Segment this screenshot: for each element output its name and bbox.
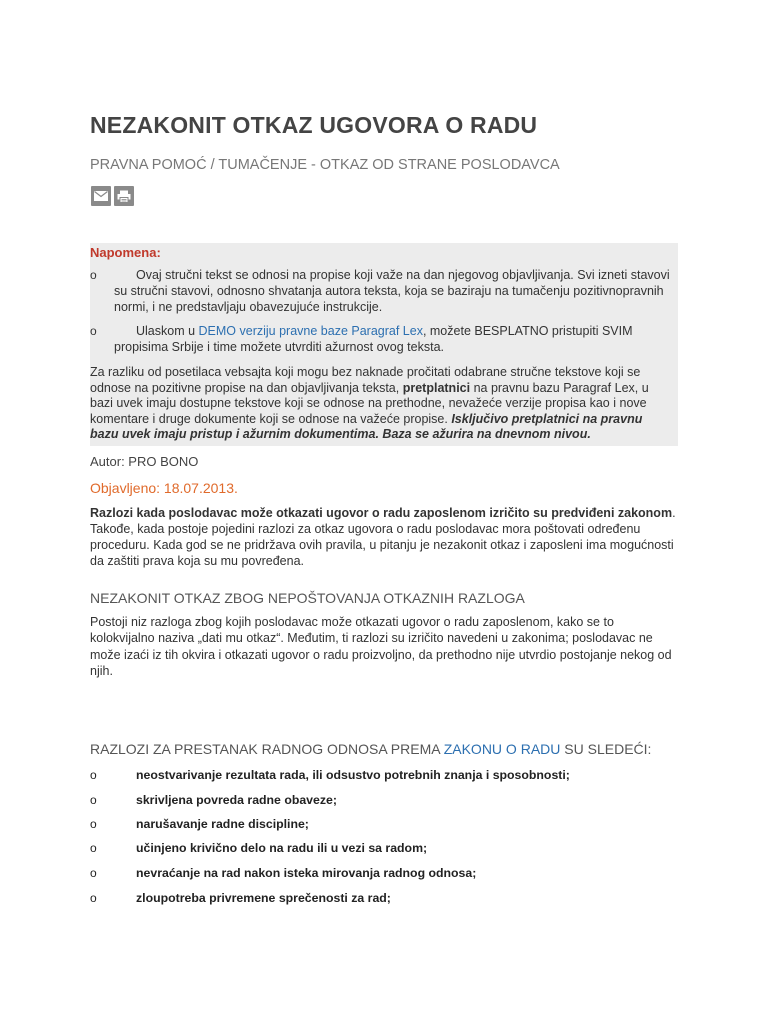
print-icon[interactable] bbox=[114, 186, 134, 206]
notice-title: Napomena: bbox=[90, 245, 161, 260]
zakon-o-radu-link[interactable]: ZAKONU O RADU bbox=[443, 741, 561, 757]
list-item-text: zloupotreba privremene sprečenosti za rad; bbox=[136, 891, 391, 905]
published-date: Objavljeno: 18.07.2013. bbox=[90, 480, 238, 496]
note-text: na pravnu bazu Paragraf Lex, u bazi uvek imaju dostupne tekstove koji se odnose na prethodne, nevažeće verzije propisa kao i nove komentare i druge dokumente koji se odnose na važeće propise. bbox=[90, 380, 649, 426]
bullet: o bbox=[90, 268, 97, 282]
breadcrumb[interactable]: PRAVNA POMOĆ / TUMAČENJE - OTKAZ OD STRANE POSLODAVCA bbox=[90, 157, 560, 173]
notice-box bbox=[90, 243, 678, 446]
bullet: o bbox=[90, 324, 97, 338]
note-text: Za razliku od posetilaca vebsajta koji mogu bez naknade pročitati odabrane stručne tekstove koji se odnose na pozitivne propise na dan objavljivanja teksta, bbox=[90, 365, 641, 395]
list-item-text: skrivljena povreda radne obaveze; bbox=[136, 793, 337, 807]
list-item-text: učinjeno krivično delo na radu ili u vezi sa radom; bbox=[136, 841, 428, 855]
bullet: o bbox=[90, 768, 97, 782]
share-icons bbox=[91, 186, 134, 206]
lead-paragraph bbox=[90, 505, 678, 569]
subscriber-note bbox=[90, 365, 674, 443]
bullet: o bbox=[90, 793, 97, 807]
author: Autor: PRO BONO bbox=[90, 454, 199, 469]
lead-bold: Razlozi kada poslodavac može otkazati ugovor o radu zaposlenom izričito su predviđeni zakonom bbox=[90, 506, 673, 520]
list-item-text: narušavanje radne discipline; bbox=[136, 817, 309, 831]
page-title: NEZAKONIT OTKAZ UGOVORA O RADU bbox=[90, 112, 538, 138]
section-paragraph: Postoji niz razloga zbog kojih poslodavac može otkazati ugovor o radu zaposlenom, kako se to kolokvijalno naziva „dati mu otkaz“. Međutim, ti razlozi su izričito navedeni u zakonima; poslodavac ne može izaći iz tih okvira i otkazati ugovor o radu proizvoljno, da prethodno nije utvrdio postojanje nekog od njih. bbox=[90, 615, 672, 678]
section-heading: NEZAKONIT OTKAZ ZBOG NEPOŠTOVANJA OTKAZNIH RAZLOGA bbox=[90, 590, 525, 606]
list-item-text: nevraćanje na rad nakon isteka mirovanja radnog odnosa; bbox=[136, 866, 477, 880]
bullet: o bbox=[90, 841, 97, 855]
demo-link[interactable]: DEMO verziju pravne baze Paragraf Lex bbox=[198, 324, 423, 338]
bullet: o bbox=[90, 866, 97, 880]
lead-text: . Takođe, kada postoje pojedini razlozi za otkaz ugovora o radu poslodavac mora poštovati određenu proceduru. Kada god se ne pridržava ovih pravila, u pitanju je nezakonit otkaz i zaposleni ima mogućnosti da zaštiti prava koja su mu povređena. bbox=[90, 506, 676, 568]
bullet: o bbox=[90, 817, 97, 831]
list-item-text: neostvarivanje rezultata rada, ili odsustvo potrebnih znanja i sposobnosti; bbox=[136, 768, 570, 782]
note-bold: pretplatnici bbox=[402, 380, 471, 395]
notice-item-text: , možete BESPLATNO pristupiti SVIM propisima Srbije i time možete utvrditi ažurnost ovog teksta. bbox=[114, 324, 633, 354]
bullet: o bbox=[90, 891, 97, 905]
section-heading: RAZLOZI ZA PRESTANAK RADNOG ODNOSA PREMA ZAKONU O RADU SU SLEDEĆI: bbox=[90, 741, 652, 757]
note-bold-italic: Isključivo pretplatnici na pravnu bazu uvek imaju pristup i ažurnim dokumentima. Baza se ažurira na dnevnom nivou. bbox=[90, 411, 643, 441]
mail-icon[interactable] bbox=[91, 186, 111, 206]
notice-item-text: Ovaj stručni tekst se odnosi na propise koji važe na dan njegovog objavljivanja. Svi izneti stavovi su stručni stavovi, odnosno shvatanja autora teksta, koja se baziraju na tumačenju pozitivnopravnih normi, i ne predstavljaju obavezujuće instrukcije. bbox=[114, 268, 670, 314]
notice-item-text: Ulaskom u bbox=[136, 324, 199, 338]
